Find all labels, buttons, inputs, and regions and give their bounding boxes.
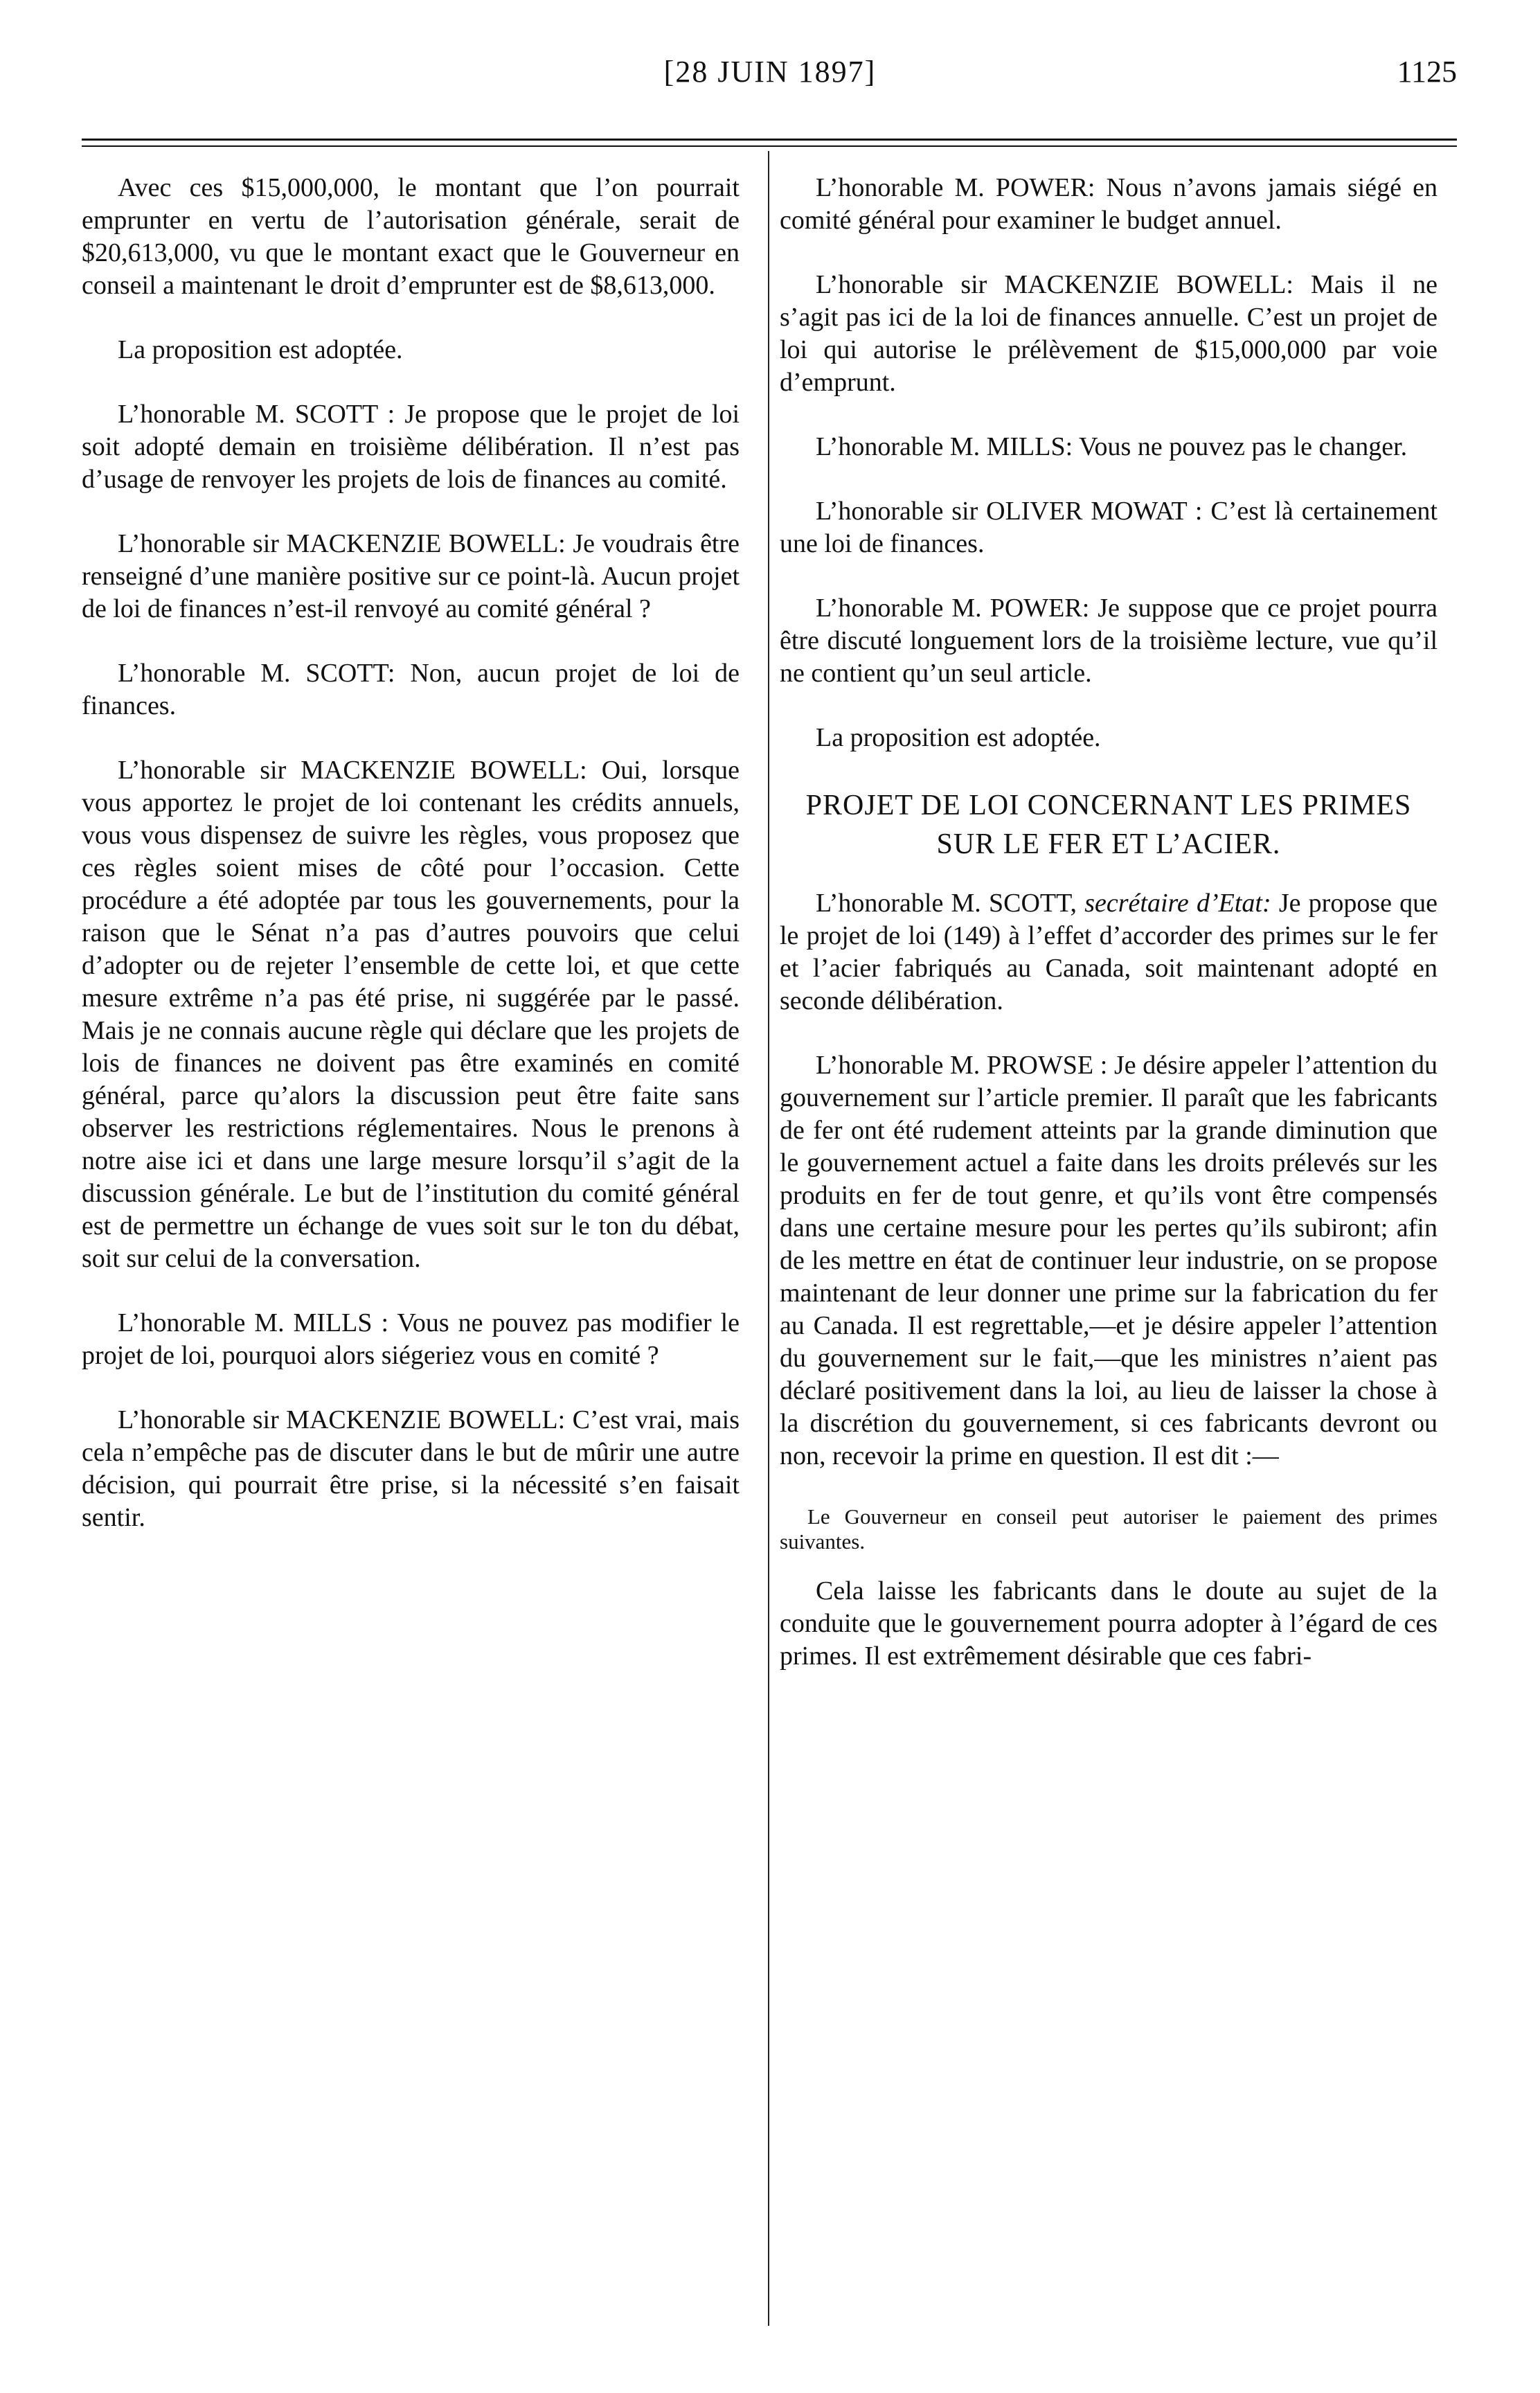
paragraph: L’honorable sir MACKENZIE BOWELL: C’est vrai, mais cela n’empêche pas de discuter dans le but de mûrir une autre décision, qui pourrait être prise, si la nécessité s’en faisait sentir. xyxy=(82,1405,740,1532)
paragraph: L’honorable M. POWER: Je suppose que ce projet pourra être discuté longuement lors de la troisième lecture, vue qu’il ne contient qu’un seul article. xyxy=(780,594,1438,688)
quoted-clause: Le Gouverneur en conseil peut autoriser le paiement des primes suivantes. xyxy=(780,1504,1438,1554)
speaker-name: L’honorable M. SCOTT : xyxy=(118,400,395,429)
paragraph: Avec ces $15,000,000, le montant que l’on pourrait emprunter en vertu de l’autorisation générale, serait de $20,613,000, vu que le montant exact que le Gouverneur en conseil a maintenant le droit d’emprunter est de $8,613,000. xyxy=(82,173,740,300)
paragraph: L’honorable sir OLIVER MOWAT : C’est là certainement une loi de finances. xyxy=(780,497,1438,558)
header-date: [28 JUIN 1897] xyxy=(663,55,877,89)
header-rule xyxy=(82,139,1457,141)
paragraph: L’honorable M. MILLS: Vous ne pouvez pas le changer. xyxy=(816,432,1408,461)
page-number: 1125 xyxy=(1397,55,1457,89)
paragraph: L’honorable M. SCOTT: Non, aucun projet de loi de finances. xyxy=(82,659,740,720)
speaker-name: L’honorable M. MILLS : xyxy=(118,1308,389,1337)
paragraph: L’honorable M. MILLS : Vous ne pouvez pas modifier le projet de loi, pourquoi alors siégeriez vous en comité ? xyxy=(82,1308,740,1370)
paragraph: L’honorable sir MACKENZIE BOWELL: Oui, lorsque vous apportez le projet de loi contenant les crédits annuels, vous vous dispensez de suivre les règles, vous proposez que ces règles soient mises de côté pour l’occasion. Cette procédure a été adoptée par tous les gouvernements, pour la raison que le Sénat n’a pas d’autres pouvoirs que celui d’adopter ou de rejeter l’ensemble de cette loi, et que cette mesure extrême n’a pas été prise, ni suggérée par le passé. Mais je ne connais aucune règle qui déclare que les projets de lois de finances ne doivent pas être examinés en comité général, parce qu’alors la discussion peut être faite sans observer les restrictions réglementaires. Nous le prenons à notre aise ici et dans une large mesure lorsqu’il s’agit de la discussion générale. Le but de l’institution du comité général est de permettre un échange de vues soit sur le ton du débat, soit sur celui de la conversation. xyxy=(82,756,740,1273)
speaker-name: L’honorable M. POWER: xyxy=(816,173,1095,202)
speaker-name: L’honorable sir MACKENZIE BOWELL: xyxy=(118,1405,566,1434)
header-rule-secondary xyxy=(82,145,1457,147)
page-header xyxy=(0,50,1540,105)
paragraph: L’honorable M. SCOTT, secrétaire d’Etat: Je propose que le projet de loi (149) à l’effet d’accorder des primes sur le fer et l’acier fabriqués au Canada, soit maintenant adopté en seconde délibération. xyxy=(780,889,1438,1015)
paragraph: Cela laisse les fabricants dans le doute au sujet de la conduite que le gouvernement pourra adopter à l’égard de ces primes. Il est extrêmement désirable que ces fabri- xyxy=(780,1576,1438,1671)
paragraph: L’honorable M. POWER: Nous n’avons jamais siégé en comité général pour examiner le budget annuel. xyxy=(780,173,1438,235)
paragraph: L’honorable M. PROWSE : Je désire appeler l’attention du gouvernement sur l’article premier. Il paraît que les fabricants de fer ont été rudement atteints par la grande diminution que le gouvernement actuel a faite dans les droits prélevés sur les produits en fer de tout genre, et qu’ils vont être compensés dans une certaine mesure pour les pertes qu’ils subiront; afin de les mettre en état de continuer leur industrie, on se propose maintenant de leur donner une prime sur la fabrication du fer au Canada. Il est regrettable,—et je désire appeler l’attention du gouvernement sur le fait,—que les ministres n’aient pas déclaré positivement dans la loi, au lieu de laisser la chose à la discrétion du gouvernement, si ces fabricants devront ou non, recevoir la prime en question. Il est dit :— xyxy=(780,1051,1438,1470)
speaker-name: L’honorable sir OLIVER MOWAT : xyxy=(816,497,1203,526)
speaker-name: L’honorable M. POWER: xyxy=(816,594,1090,623)
right-column xyxy=(780,172,1438,1705)
left-column xyxy=(82,172,740,1566)
paragraph: La proposition est adoptée. xyxy=(118,335,403,364)
section-heading: PROJET DE LOI CONCERNANT LES PRIMES SUR LE FER ET L’ACIER. xyxy=(805,790,1412,860)
speaker-name: L’honorable M. SCOTT, xyxy=(816,889,1077,918)
speaker-name: L’honorable M. PROWSE : xyxy=(816,1051,1108,1080)
speaker-name: L’honorable sir MACKENZIE BOWELL: xyxy=(118,529,566,558)
paragraph: L’honorable sir MACKENZIE BOWELL: Je voudrais être renseigné d’une manière positive sur ce point-là. Aucun projet de loi de finances n’est-il renvoyé au comité général ? xyxy=(82,529,740,623)
speaker-name: L’honorable M. SCOTT: xyxy=(118,659,395,688)
speaker-name: L’honorable M. MILLS: xyxy=(816,432,1073,461)
speaker-name: L’honorable sir MACKENZIE BOWELL: xyxy=(816,270,1293,299)
paragraph: L’honorable sir MACKENZIE BOWELL: Mais il ne s’agit pas ici de la loi de finances annuelle. C’est un projet de loi qui autorise le prélèvement de $15,000,000 par voie d’emprunt. xyxy=(780,270,1438,397)
paragraph: La proposition est adoptée. xyxy=(816,723,1101,752)
speaker-name: L’honorable sir MACKENZIE BOWELL: xyxy=(118,756,587,785)
speaker-title: secrétaire d’Etat: xyxy=(1084,889,1271,918)
column-divider xyxy=(768,151,769,2326)
paragraph: L’honorable M. SCOTT : Je propose que le projet de loi soit adopté demain en troisième délibération. Il n’est pas d’usage de renvoyer les projets de lois de finances au comité. xyxy=(82,400,740,494)
